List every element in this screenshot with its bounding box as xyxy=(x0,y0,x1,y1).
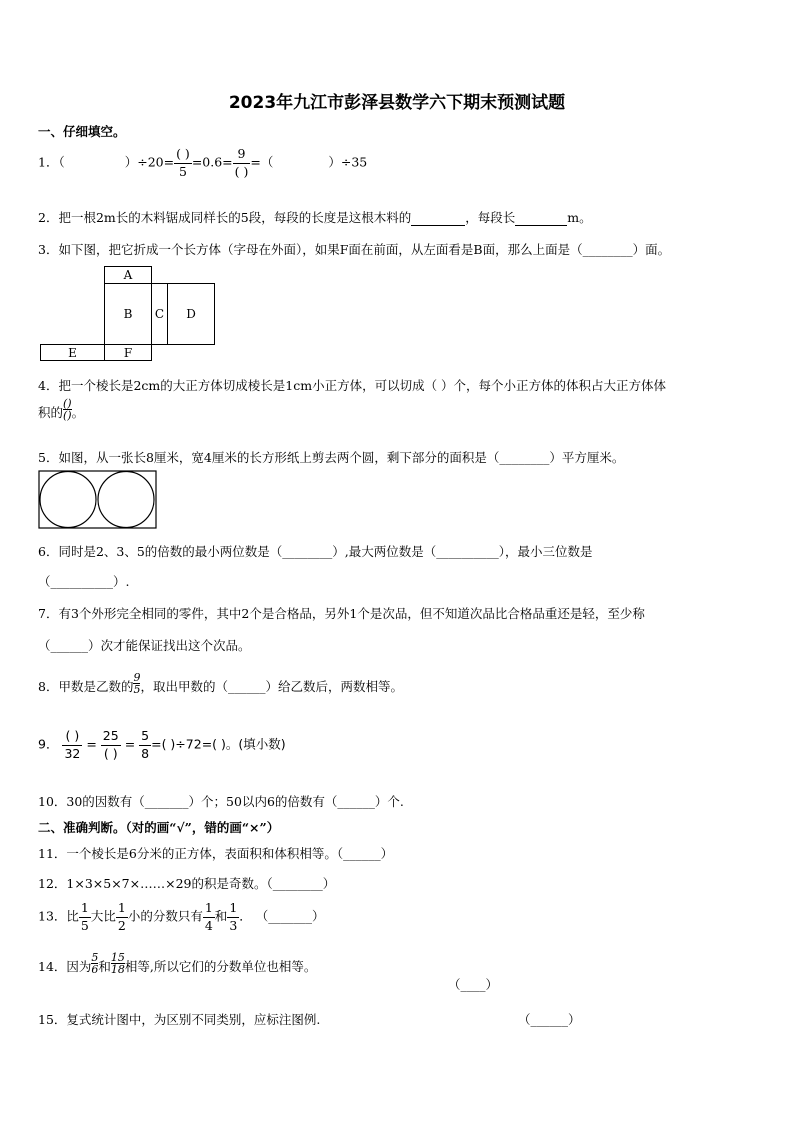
question-5: 5．如图，从一张长8厘米，宽4厘米的长方形纸上剪去两个圆，剩下部分的面积是（________）平方厘米。 xyxy=(38,450,625,465)
question-6-line-1: 6．同时是2、3、5的倍数的最小两位数是（________）,最大两位数是（__________），最小三位数是 xyxy=(38,544,593,559)
q4-fraction: $\frac{()}{()}$ xyxy=(63,397,72,422)
q1-fraction-1: $\frac{( )}{5}$ xyxy=(176,146,190,179)
question-10: 10．30的因数有（_______）个；50以内6的倍数有（______）个. xyxy=(38,794,404,809)
question-11: 11．一个棱长是6分米的正方体，表面积和体积相等。（______） xyxy=(38,846,394,861)
page-title: 2023年九江市彭泽县数学六下期末预测试题 xyxy=(228,93,566,113)
question-7-line-2: （______）次才能保证找出这个次品。 xyxy=(38,638,251,653)
question-7-line-1: 7．有3个外形完全相同的零件，其中2个是合格品，另外1个是次品，但不知道次品比合格品重还是轻，至少称 xyxy=(38,606,645,621)
net-face-b: B xyxy=(104,283,152,345)
net-face-a: A xyxy=(104,266,152,284)
net-face-c: C xyxy=(151,283,168,345)
section-2-heading: 二、准确判断。（对的画“√”，错的画“×”） xyxy=(38,820,280,835)
q13-fraction-2: $\frac{1}{2}$ xyxy=(117,900,126,933)
question-8: 8．甲数是乙数的 $\frac{9}{5}$，取出甲数的（______）给乙数后，两数相等。 xyxy=(38,671,403,696)
q14-fraction-2: $\frac{15}{18}$ xyxy=(110,951,125,976)
q1-number: 1． xyxy=(38,154,59,170)
q13-fraction-4: $\frac{1}{3}$ xyxy=(229,900,238,933)
question-3: 3．如下图，把它折成一个长方体（字母在外面），如果F面在前面，从左面看是B面，那么上面是（________）面。 xyxy=(38,242,671,257)
question-1: 1．（ ）÷20= $\frac{( )}{5}$ =0.6= $\frac{9}{( )}$ =（ ）÷35 xyxy=(38,146,368,179)
q14-fraction-1: $\frac{5}{6}$ xyxy=(91,951,99,976)
question-13: 13．比 $\frac{1}{5}$ 大比 $\frac{1}{2}$ 小的分数只有 $\frac{1}{4}$ 和 $\frac{1}{3}$ ． （_______） xyxy=(38,900,325,933)
section-1-heading: 一、仔细填空。 xyxy=(38,124,126,139)
q1-fraction-2: $\frac{9}{( )}$ xyxy=(234,146,249,179)
net-face-f: F xyxy=(104,344,152,361)
q13-fraction-3: $\frac{1}{4}$ xyxy=(204,900,213,933)
question-2: 2．把一根2m长的木料锯成同样长的5段，每段的长度是这根木料的 ，每段长 m。 xyxy=(38,210,592,225)
q9-fraction-2: $\frac{25}{( )}$ xyxy=(102,728,119,761)
question-14: 14．因为 $\frac{5}{6}$和 $\frac{15}{18}$相等,所以它们的分数单位也相等。 xyxy=(38,951,317,976)
q9-fraction-3: $\frac{5}{8}$ xyxy=(141,728,150,761)
q2-blank-2[interactable] xyxy=(515,210,567,226)
q13-fraction-1: $\frac{1}{5}$ xyxy=(80,900,89,933)
q14-answer-blank[interactable]: （____） xyxy=(448,977,499,992)
q9-fraction-1: $\frac{( )}{32}$ xyxy=(64,728,81,761)
net-face-e: E xyxy=(40,344,105,361)
rectangle-two-circles-figure xyxy=(38,470,158,530)
question-9: 9． $\frac{( )}{32}$ = $\frac{25}{( )}$ = $\frac{5}{8}$ =( )÷72=( )。(填小数) xyxy=(38,728,286,761)
question-4-line-2: 积的 $\frac{()}{()}$。 xyxy=(38,397,85,422)
question-6-line-2: （__________）. xyxy=(38,574,130,589)
q15-answer-blank[interactable]: （______） xyxy=(518,1012,581,1027)
net-face-d: D xyxy=(167,283,215,345)
q8-fraction: $\frac{9}{5}$ xyxy=(133,671,141,696)
q2-blank-1[interactable] xyxy=(411,210,465,226)
question-4-line-1: 4．把一个棱长是2cm的大正方体切成棱长是1cm小正方体，可以切成（ ）个，每个小正方体的体积占大正方体体 xyxy=(38,378,667,393)
question-15: 15．复式统计图中，为区别不同类别，应标注图例. xyxy=(38,1012,321,1027)
question-12: 12．1×3×5×7×……×29的积是奇数。（________） xyxy=(38,876,336,891)
